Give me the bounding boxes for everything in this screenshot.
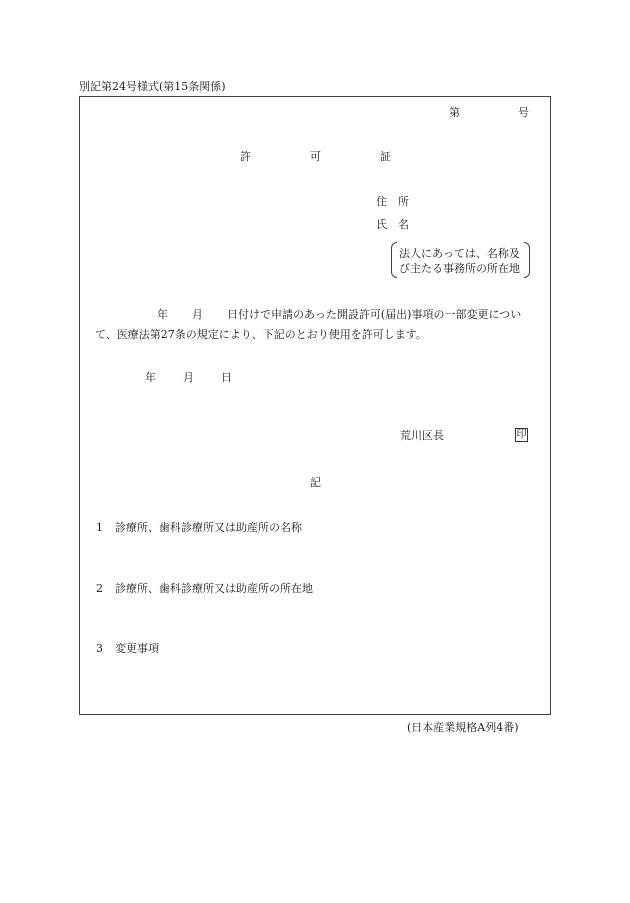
body-paragraph xyxy=(95,305,550,345)
seal-mark: 印 xyxy=(516,429,527,440)
ki-heading: 記 xyxy=(310,476,321,489)
item-number: 3 xyxy=(96,642,103,655)
right-bracket xyxy=(524,242,530,278)
item-label: 変更事項 xyxy=(115,642,159,655)
item-label: 診療所、歯科診療所又は助産所の所在地 xyxy=(115,582,313,595)
title-char-3: 証 xyxy=(380,150,391,163)
number-prefix: 第 xyxy=(449,106,460,119)
body-year: 年 xyxy=(157,308,168,321)
body-month: 月 xyxy=(192,308,203,321)
item-number: 2 xyxy=(96,582,103,595)
number-suffix: 号 xyxy=(518,106,529,119)
paper-standard-note: (日本産業規格A列4番) xyxy=(407,721,519,734)
corp-note-line-2: び主たる事務所の所在地 xyxy=(399,262,520,275)
body-line-1-text: 日付けで申請のあった開設許可(届出)事項の一部変更につい xyxy=(227,308,522,321)
date-year: 年 xyxy=(145,371,156,384)
date-month: 月 xyxy=(183,371,194,384)
date-day: 日 xyxy=(221,371,232,384)
name-label: 氏 名 xyxy=(376,218,409,231)
title-char-1: 許 xyxy=(240,150,251,163)
issue-date xyxy=(145,372,232,383)
address-label: 住 所 xyxy=(376,195,409,208)
corporation-note xyxy=(391,242,530,279)
corp-note-line-1: 法人にあっては、名称及 xyxy=(399,247,520,260)
issuer-name: 荒川区長 xyxy=(400,429,444,442)
body-line-2: て、医療法第27条の規定により、下記のとおり使用を許可します。 xyxy=(95,328,427,341)
body-line-1 xyxy=(95,305,550,325)
title-char-2: 可 xyxy=(310,150,321,163)
form-label: 別記第24号様式(第15条関係) xyxy=(79,80,226,93)
item-label: 診療所、歯科診療所又は助産所の名称 xyxy=(115,521,302,534)
item-number: 1 xyxy=(96,521,103,534)
certificate-frame xyxy=(79,96,551,715)
left-bracket xyxy=(391,242,397,278)
